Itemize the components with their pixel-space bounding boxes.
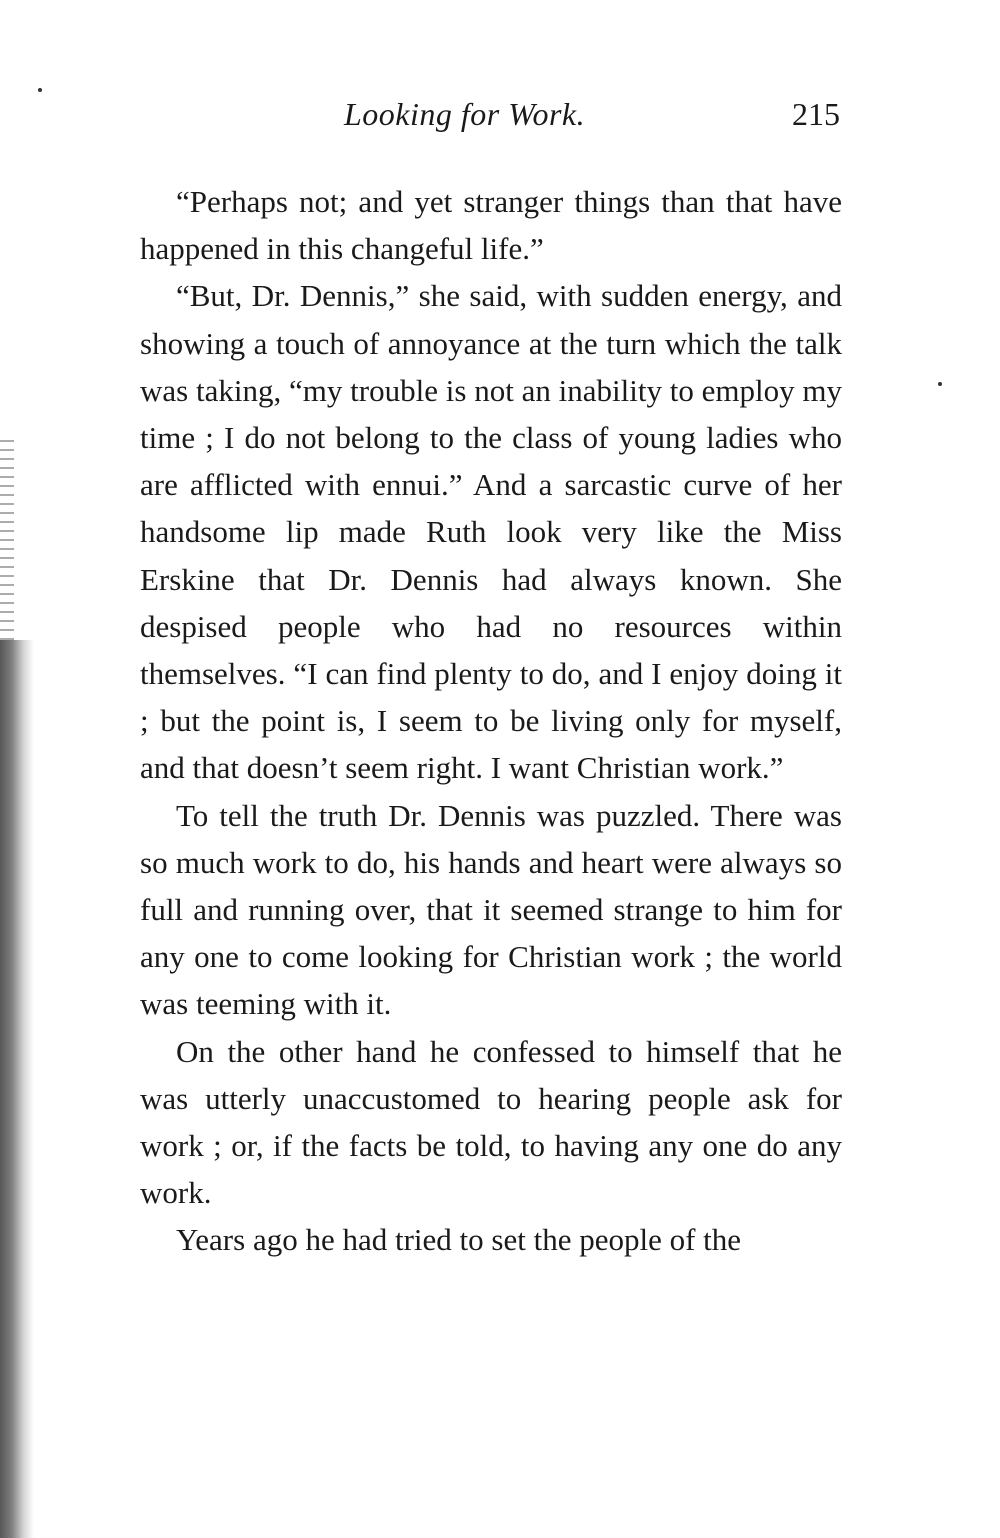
paragraph: On the other hand he confessed to himself that he was utterly unaccustomed to hearing people ask for work ; or, if the facts be told, to having any one do any work.	[140, 1033, 842, 1211]
running-head-title: Looking for Work.	[344, 96, 586, 132]
paragraph: “Perhaps not; and yet stranger things than that have happened in this changeful life.”	[140, 184, 842, 267]
paragraph: To tell the truth Dr. Dennis was puzzled. There was so much work to do, his hands and heart were always so full and running over, that it seemed strange to him for any one to come looking for Christian work ; the world was teeming with it.	[140, 797, 842, 1022]
book-page	[140, 0, 852, 1538]
paragraph: Years ago he had tried to set the people of the	[176, 1222, 742, 1258]
body-text	[140, 178, 842, 1264]
running-head	[140, 96, 840, 146]
paragraph: “But, Dr. Dennis,” she said, with sudden energy, and showing a touch of annoyance at the turn which the talk was taking, “my trouble is not an inability to employ my time ; I do not belong to the class of young ladies who are afflicted with ennui.” And a sarcastic curve of her handsome lip made Ruth look very like the Miss Erskine that Dr. Dennis had always known. She despised people who had no resources within themselves. “I can find plenty to do, and I enjoy doing it ; but the point is, I seem to be living only for myself, and that doesn’t seem right. I want Christian work.”	[140, 278, 842, 786]
page-speck	[38, 88, 42, 92]
binding-gutter-specks	[0, 440, 14, 640]
page-speck	[938, 382, 942, 386]
page-number: 215	[792, 96, 840, 132]
binding-gutter-shadow	[0, 640, 34, 1538]
